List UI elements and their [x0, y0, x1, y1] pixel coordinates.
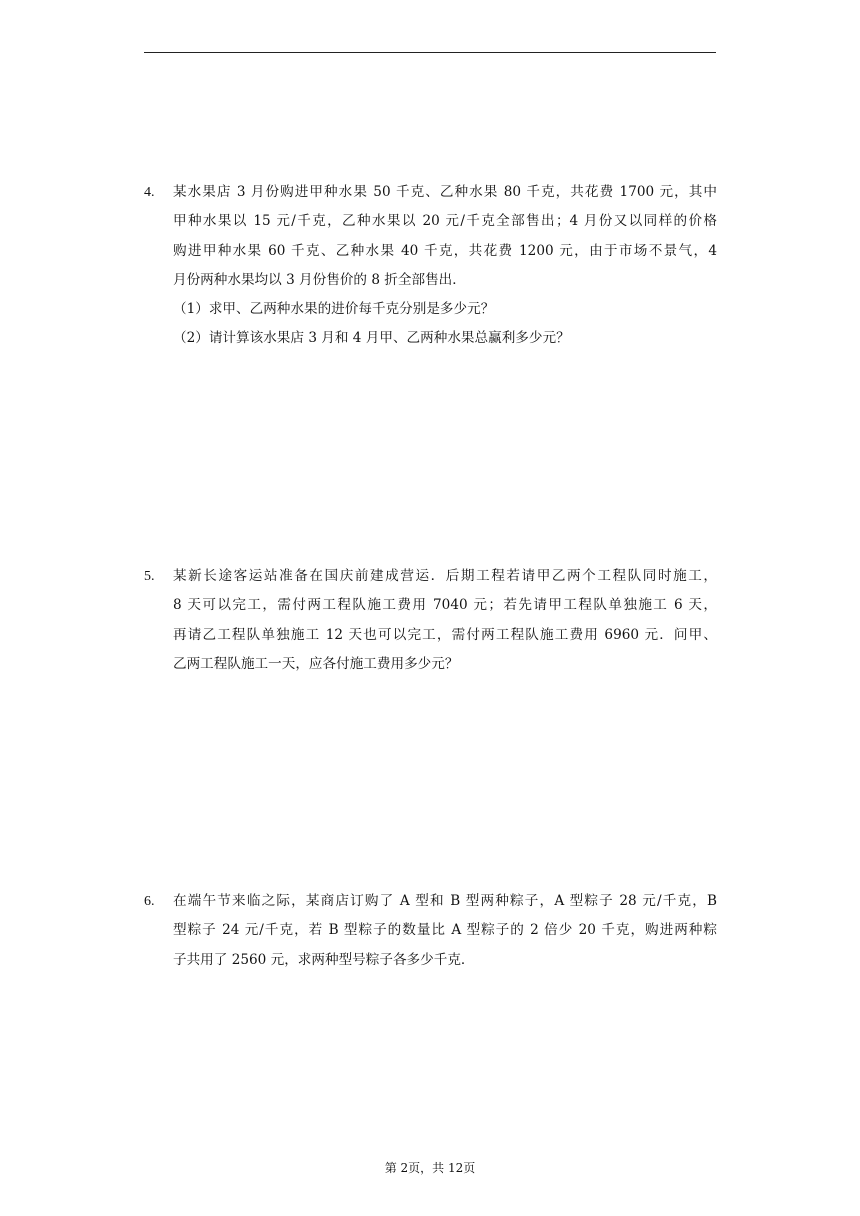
- problem-text-line: 8 天可以完工，需付两工程队施工费用 7040 元；若先请甲工程队单独施工 6 天，: [173, 597, 717, 614]
- problem-text-line: 购进甲种水果 60 千克、乙种水果 40 千克，共花费 1200 元，由于市场不景气，4: [173, 242, 717, 259]
- problem-text-line: 在端午节来临之际，某商店订购了 A 型和 B 型两种粽子，A 型粽子 28 元/千克，B: [173, 893, 717, 909]
- header-rule: [144, 52, 716, 53]
- problem-number: 6.: [144, 894, 155, 909]
- problem-text-line: 甲种水果以 15 元/千克，乙种水果以 20 元/千克全部售出；4 月份又以同样的价格: [173, 213, 717, 230]
- problem-text-line: 再请乙工程队单独施工 12 天也可以完工，需付两工程队施工费用 6960 元．问甲、: [173, 626, 717, 643]
- problem-body: [173, 562, 717, 679]
- problem-text-line: 月份两种水果均以 3 月份售价的 8 折全部售出．: [173, 271, 466, 288]
- problem-number: 5.: [144, 569, 155, 584]
- problem-text-line: 某新长途客运站准备在国庆前建成营运．后期工程若请甲乙两个工程队同时施工，: [173, 568, 717, 584]
- problem-text-line: 子共用了 2560 元，求两种型号粽子各多少千克．: [173, 951, 475, 968]
- problem-number: 4.: [144, 185, 155, 200]
- problem-text-line: 型粽子 24 元/千克，若 B 型粽子的数量比 A 型粽子的 2 倍少 20 千克，购进两种粽: [173, 922, 717, 939]
- problem-text-line: 乙两工程队施工一天，应各付施工费用多少元？: [173, 655, 459, 672]
- sub-question-2: （2）请计算该水果店 3 月和 4 月甲、乙两种水果总赢利多少元？: [173, 330, 570, 347]
- page-footer: 第 2页，共 12页: [384, 1161, 476, 1175]
- sub-question-1: （1）求甲、乙两种水果的进价每千克分别是多少元？: [173, 301, 495, 318]
- problem-body: [173, 887, 717, 975]
- problem-text-line: 某水果店 3 月份购进甲种水果 50 千克、乙种水果 80 千克，共花费 1700 元，其中: [173, 184, 717, 200]
- problem-body: [173, 178, 717, 354]
